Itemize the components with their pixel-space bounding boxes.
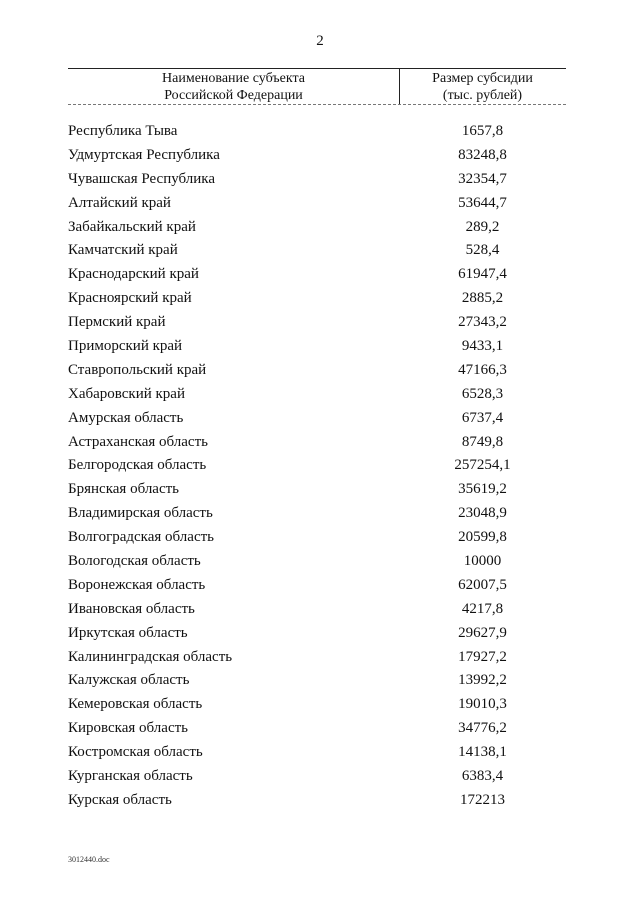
subsidy-amount: 2885,2 bbox=[461, 290, 504, 307]
table-header-top-rule bbox=[68, 68, 566, 69]
subsidy-amount: 17927,2 bbox=[458, 648, 507, 665]
subject-name: Калужская область bbox=[68, 672, 190, 689]
table-row bbox=[0, 168, 640, 192]
subsidy-amount: 10000 bbox=[463, 553, 502, 570]
subject-name: Республика Тыва bbox=[68, 123, 178, 139]
table-row bbox=[0, 311, 640, 335]
subject-name: Калининградская область bbox=[68, 648, 233, 665]
table-row bbox=[0, 192, 640, 216]
document-file-code: 3012440.doc bbox=[68, 855, 110, 864]
subsidy-amount: 6383,4 bbox=[461, 768, 504, 785]
subsidy-amount: 62007,5 bbox=[458, 576, 507, 593]
subsidy-amount: 9433,1 bbox=[461, 338, 504, 355]
table-row bbox=[0, 669, 640, 693]
subsidy-amount: 8749,8 bbox=[461, 433, 504, 450]
table-row bbox=[0, 526, 640, 550]
subject-name: Брянская область bbox=[68, 481, 180, 498]
column-header-subsidy-amount bbox=[399, 70, 566, 104]
subject-name: Костромская область bbox=[68, 744, 203, 761]
table-row bbox=[0, 741, 640, 765]
subject-name: Амурская область bbox=[68, 409, 184, 426]
table-row bbox=[0, 646, 640, 670]
subject-name: Белгородская область bbox=[68, 457, 207, 474]
table-row bbox=[0, 789, 640, 813]
subject-name: Владимирская область bbox=[68, 505, 213, 522]
table-row bbox=[0, 144, 640, 168]
table-row bbox=[0, 478, 640, 502]
subject-name: Краснодарский край bbox=[68, 266, 199, 283]
table-row bbox=[0, 717, 640, 741]
subject-name: Курганская область bbox=[68, 768, 193, 785]
subject-name: Ивановская область bbox=[68, 600, 195, 617]
subsidy-amount: 6528,3 bbox=[461, 385, 504, 402]
subject-name: Воронежская область bbox=[68, 576, 206, 593]
subsidy-amount: 4217,8 bbox=[461, 600, 504, 617]
table-row bbox=[0, 407, 640, 431]
subsidy-amount: 14138,1 bbox=[458, 744, 507, 761]
subject-name: Иркутская область bbox=[68, 624, 188, 641]
table-row bbox=[0, 239, 640, 263]
subject-name: Пермский край bbox=[68, 314, 166, 331]
subsidy-amount: 1657,8 bbox=[461, 123, 504, 139]
subject-name: Кемеровская область bbox=[68, 696, 203, 713]
subject-name: Ставропольский край bbox=[68, 361, 207, 378]
table-row bbox=[0, 120, 640, 144]
subsidy-amount: 528,4 bbox=[465, 242, 500, 259]
subsidy-amount: 47166,3 bbox=[458, 361, 507, 378]
table-row bbox=[0, 431, 640, 455]
subsidy-amount: 61947,4 bbox=[458, 266, 507, 283]
table-row bbox=[0, 693, 640, 717]
subsidy-amount: 83248,8 bbox=[458, 146, 507, 163]
subject-name: Камчатский край bbox=[68, 242, 178, 259]
table-row bbox=[0, 287, 640, 311]
table-row bbox=[0, 502, 640, 526]
column-header-subject-name bbox=[68, 70, 399, 104]
column-header-subject-name-line2: Российской Федерации bbox=[164, 88, 303, 103]
subsidy-amount: 19010,3 bbox=[458, 696, 507, 713]
subject-name: Чувашская Республика bbox=[68, 170, 216, 187]
subject-name: Астраханская область bbox=[68, 433, 208, 450]
subject-name: Забайкальский край bbox=[68, 218, 196, 235]
subsidy-amount: 20599,8 bbox=[458, 529, 507, 546]
subsidy-amount: 29627,9 bbox=[458, 624, 507, 641]
table-row bbox=[0, 598, 640, 622]
subject-name: Удмуртская Республика bbox=[68, 146, 220, 163]
subsidy-amount: 257254,1 bbox=[454, 457, 511, 474]
subject-name: Курская область bbox=[68, 791, 172, 808]
subject-name: Вологодская область bbox=[68, 553, 201, 570]
subsidy-amount: 27343,2 bbox=[458, 314, 507, 331]
column-header-subsidy-amount-line1: Размер субсидии bbox=[432, 71, 533, 86]
subsidy-amount: 35619,2 bbox=[458, 481, 507, 498]
subsidy-amount: 53644,7 bbox=[458, 194, 507, 211]
table-row bbox=[0, 550, 640, 574]
page-number: 2 bbox=[316, 33, 324, 49]
table-row bbox=[0, 263, 640, 287]
subject-name: Красноярский край bbox=[68, 290, 192, 307]
table-row bbox=[0, 335, 640, 359]
subsidy-amount: 32354,7 bbox=[458, 170, 507, 187]
table-row bbox=[0, 359, 640, 383]
subject-name: Приморский край bbox=[68, 338, 183, 355]
table-row bbox=[0, 574, 640, 598]
subject-name: Волгоградская область bbox=[68, 529, 214, 546]
table-body bbox=[0, 120, 640, 813]
subsidy-amount: 6737,4 bbox=[461, 409, 504, 426]
table-row bbox=[0, 765, 640, 789]
subsidy-amount: 13992,2 bbox=[458, 672, 507, 689]
column-header-subsidy-amount-line2: (тыс. рублей) bbox=[442, 88, 523, 103]
column-header-subject-name-line1: Наименование субъекта bbox=[162, 71, 305, 86]
table-row bbox=[0, 383, 640, 407]
subject-name: Хабаровский край bbox=[68, 385, 185, 402]
subsidy-amount: 34776,2 bbox=[458, 720, 507, 737]
subsidy-amount: 23048,9 bbox=[458, 505, 507, 522]
table-header-bottom-rule bbox=[68, 104, 566, 105]
table-row bbox=[0, 454, 640, 478]
subject-name: Алтайский край bbox=[68, 194, 171, 211]
table-row bbox=[0, 216, 640, 240]
subject-name: Кировская область bbox=[68, 720, 189, 737]
subsidy-amount: 289,2 bbox=[465, 218, 500, 235]
table-row bbox=[0, 622, 640, 646]
subsidy-amount: 172213 bbox=[460, 791, 505, 808]
